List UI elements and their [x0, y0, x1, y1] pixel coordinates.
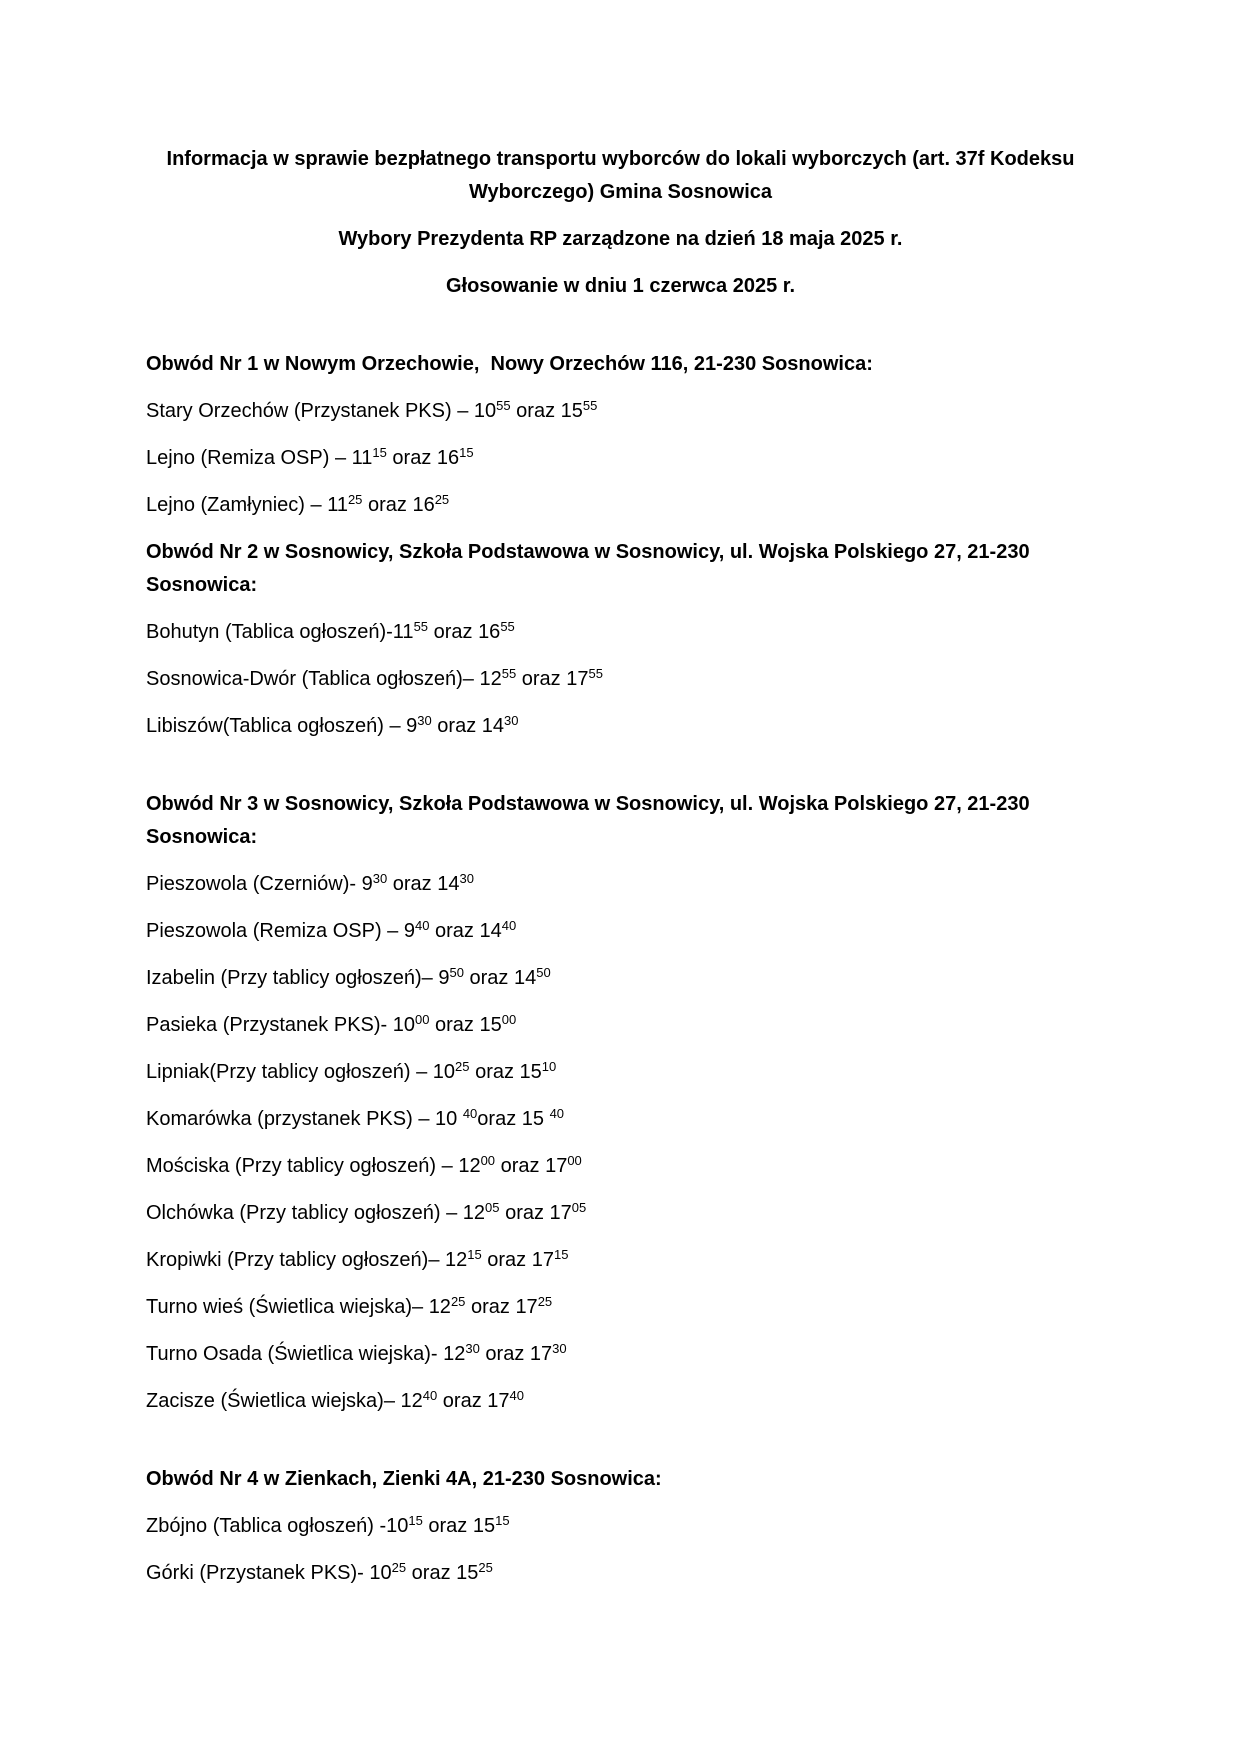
departure-time-1: 10 — [392, 1014, 415, 1036]
stop-schedule-line — [146, 395, 1106, 428]
departure-time-1-minutes: 25 — [455, 1059, 470, 1074]
stop-label: Górki (Przystanek PKS)- — [146, 1562, 370, 1584]
stop-schedule-line — [146, 663, 1106, 696]
departure-time-1-minutes: 40 — [462, 1106, 478, 1121]
stop-label: Lejno (Remiza OSP) – — [146, 447, 352, 469]
departure-time-1-minutes: 30 — [372, 871, 388, 886]
departure-time-2: 15 — [456, 1562, 479, 1584]
departure-time-2-minutes: 15 — [495, 1513, 510, 1528]
departure-time-2: 15 — [472, 1515, 496, 1537]
departure-time-1: 10 — [369, 1562, 392, 1584]
oraz-text: oraz — [499, 1202, 550, 1224]
stop-schedule-line — [146, 915, 1106, 948]
departure-time-1: 12 — [462, 1202, 486, 1224]
precinct-heading-line: Obwód Nr 1 w Nowym Orzechowie, Nowy Orzechów 116, 21-230 Sosnowica: — [146, 353, 873, 375]
oraz-text: oraz — [422, 1515, 473, 1537]
oraz-text: oraz — [510, 400, 561, 422]
precinct-heading-line: Obwód Nr 4 w Zienkach, Zienki 4A, 21-230 Sosnowica: — [146, 1468, 662, 1490]
precinct-section — [146, 1463, 1106, 1590]
departure-time-2: 17 — [545, 1155, 568, 1177]
departure-time-2-minutes: 55 — [582, 398, 598, 413]
oraz-text: oraz — [495, 1155, 546, 1177]
oraz-text: oraz — [406, 1562, 457, 1584]
departure-time-2: 16 — [478, 621, 501, 643]
departure-time-1: 9 — [403, 920, 415, 942]
stop-label: Kropiwki (Przy tablicy ogłoszeń)– — [146, 1249, 445, 1271]
departure-time-2: 14 — [437, 873, 460, 895]
departure-time-1: 9 — [361, 873, 373, 895]
oraz-text: oraz — [431, 715, 482, 737]
precinct-section — [146, 348, 1106, 522]
departure-time-2: 17 — [566, 668, 589, 690]
oraz-text: oraz — [362, 494, 413, 516]
departure-time-1-minutes: 30 — [417, 713, 432, 728]
departure-time-1: 10 — [432, 1061, 456, 1083]
departure-time-1: 11 — [351, 447, 373, 469]
departure-time-1: 12 — [400, 1390, 423, 1412]
departure-time-2: 15 — [560, 400, 583, 422]
oraz-text: oraz — [387, 873, 438, 895]
departure-time-1-minutes: 15 — [408, 1513, 423, 1528]
departure-time-2: 17 — [531, 1249, 554, 1271]
stop-label: Izabelin (Przy tablicy ogłoszeń)– — [146, 967, 439, 989]
departure-time-1-minutes: 55 — [496, 398, 511, 413]
stop-label: Zbójno (Tablica ogłoszeń) - — [146, 1515, 387, 1537]
stop-label: Olchówka (Przy tablicy ogłoszeń) – — [146, 1202, 463, 1224]
departure-time-2: 15 — [479, 1014, 502, 1036]
departure-time-1-minutes: 00 — [415, 1012, 430, 1027]
precinct-sections — [146, 348, 1106, 1590]
precinct-heading-line: Sosnowica: — [146, 826, 258, 848]
stop-schedule-line — [146, 489, 1106, 522]
departure-time-2-minutes: 10 — [541, 1059, 557, 1074]
departure-time-1-minutes: 15 — [372, 445, 387, 460]
departure-time-1-minutes: 30 — [465, 1341, 480, 1356]
departure-time-2: 15 — [521, 1108, 550, 1130]
stop-label: Lipniak(Przy tablicy ogłoszeń) – — [146, 1061, 433, 1083]
departure-time-1-minutes: 40 — [422, 1388, 438, 1403]
oraz-text: oraz — [516, 668, 567, 690]
stop-label: Stary Orzechów (Przystanek PKS) – — [146, 400, 474, 422]
departure-time-1: 10 — [435, 1108, 463, 1130]
departure-time-2-minutes: 55 — [500, 619, 515, 634]
oraz-text: oraz — [465, 1296, 516, 1318]
departure-time-2-minutes: 50 — [536, 965, 551, 980]
stop-schedule-list — [146, 395, 1106, 522]
oraz-text: oraz — [463, 967, 514, 989]
stop-schedule-line — [146, 1009, 1106, 1042]
departure-time-2: 15 — [519, 1061, 542, 1083]
document-header — [0, 143, 1241, 303]
departure-time-2-minutes: 25 — [537, 1294, 553, 1309]
departure-time-1-minutes: 50 — [449, 965, 464, 980]
oraz-text: oraz — [386, 447, 437, 469]
stop-schedule-line — [146, 1197, 1106, 1230]
departure-time-2: 14 — [513, 967, 537, 989]
stop-schedule-line — [146, 1385, 1106, 1418]
stop-label: Pasieka (Przystanek PKS)- — [146, 1014, 393, 1036]
departure-time-2-minutes: 15 — [554, 1247, 569, 1262]
departure-time-1: 12 — [479, 668, 502, 690]
departure-time-2-minutes: 00 — [501, 1012, 517, 1027]
departure-time-1: 9 — [438, 967, 450, 989]
departure-time-2-minutes: 15 — [459, 445, 474, 460]
precinct-heading-line: Sosnowica: — [146, 574, 258, 596]
departure-time-1-minutes: 55 — [413, 619, 429, 634]
departure-time-1-minutes: 25 — [450, 1294, 466, 1309]
stop-schedule-line — [146, 1244, 1106, 1277]
departure-time-1: 12 — [458, 1155, 481, 1177]
stop-schedule-line — [146, 1510, 1106, 1543]
stop-label: Zacisze (Świetlica wiejska)– — [146, 1390, 401, 1412]
departure-time-2: 16 — [436, 447, 460, 469]
stop-schedule-list — [146, 1510, 1106, 1590]
precinct-heading — [146, 348, 1106, 381]
departure-time-2: 14 — [479, 920, 502, 942]
stop-label: Turno wieś (Świetlica wiejska)– — [146, 1296, 429, 1318]
precinct-heading — [146, 788, 1106, 854]
departure-time-1-minutes: 25 — [391, 1560, 407, 1575]
stop-label: Turno Osada (Świetlica wiejska)- — [146, 1343, 444, 1365]
stop-schedule-line — [146, 1150, 1106, 1183]
stop-schedule-line — [146, 1291, 1106, 1324]
oraz-text: oraz — [428, 621, 479, 643]
stop-label: Bohutyn (Tablica ogłoszeń)- — [146, 621, 393, 643]
departure-time-1-minutes: 05 — [485, 1200, 500, 1215]
stop-label: Komarówka (przystanek PKS) – — [146, 1108, 435, 1130]
precinct-heading — [146, 536, 1106, 602]
stop-schedule-line — [146, 616, 1106, 649]
departure-time-2-minutes: 25 — [478, 1560, 493, 1575]
departure-time-2-minutes: 30 — [552, 1341, 567, 1356]
page-title — [0, 143, 1241, 209]
oraz-text: oraz — [481, 1249, 532, 1271]
oraz-text: oraz — [469, 1061, 520, 1083]
precinct-heading-line: Obwód Nr 3 w Sosnowicy, Szkoła Podstawowa w Sosnowicy, ul. Wojska Polskiego 27, 21-230 — [146, 793, 1030, 815]
departure-time-1-minutes: 55 — [501, 666, 517, 681]
election-date-line: Wybory Prezydenta RP zarządzone na dzień 18 maja 2025 r. — [338, 228, 903, 250]
stop-schedule-list — [146, 868, 1106, 1418]
stop-schedule-list — [146, 616, 1106, 743]
page-title-line-1: Informacja w sprawie bezpłatnego transportu wyborców do lokali wyborczych (art. 37f Kodeksu — [166, 148, 1075, 170]
departure-time-2-minutes: 30 — [504, 713, 519, 728]
stop-schedule-line — [146, 1338, 1106, 1371]
departure-time-1: 10 — [386, 1515, 409, 1537]
oraz-text: oraz — [429, 920, 480, 942]
precinct-section — [146, 536, 1106, 743]
departure-time-2-minutes: 00 — [567, 1153, 582, 1168]
stop-schedule-line — [146, 1557, 1106, 1590]
oraz-text: oraz — [477, 1108, 522, 1130]
departure-time-2-minutes: 40 — [509, 1388, 524, 1403]
departure-time-2: 17 — [487, 1390, 510, 1412]
precinct-heading-line: Obwód Nr 2 w Sosnowicy, Szkoła Podstawowa w Sosnowicy, ul. Wojska Polskiego 27, 21-230 — [146, 541, 1030, 563]
departure-time-1-minutes: 40 — [415, 918, 430, 933]
precinct-heading — [146, 1463, 1106, 1496]
departure-time-2: 14 — [481, 715, 505, 737]
departure-time-2-minutes: 30 — [459, 871, 474, 886]
stop-schedule-line — [146, 962, 1106, 995]
stop-label: Pieszowola (Remiza OSP) – — [146, 920, 404, 942]
oraz-text: oraz — [437, 1390, 488, 1412]
stop-schedule-line — [146, 442, 1106, 475]
voting-date-line: Głosowanie w dniu 1 czerwca 2025 r. — [445, 275, 796, 297]
page-title-line-2: Wyborczego) Gmina Sosnowica — [468, 181, 773, 203]
stop-schedule-line — [146, 868, 1106, 901]
stop-schedule-line — [146, 710, 1106, 743]
departure-time-1: 12 — [445, 1249, 468, 1271]
departure-time-1: 12 — [443, 1343, 466, 1365]
departure-time-1: 10 — [473, 400, 497, 422]
precinct-section — [146, 788, 1106, 1418]
departure-time-1-minutes: 25 — [347, 492, 363, 507]
departure-time-1-minutes: 15 — [467, 1247, 482, 1262]
departure-time-2-minutes: 40 — [549, 1106, 565, 1121]
departure-time-2-minutes: 55 — [588, 666, 603, 681]
departure-time-2: 17 — [529, 1343, 553, 1365]
stop-schedule-line — [146, 1103, 1106, 1136]
stop-label: Mościska (Przy tablicy ogłoszeń) – — [146, 1155, 459, 1177]
departure-time-2: 16 — [412, 494, 435, 516]
departure-time-2-minutes: 25 — [434, 492, 450, 507]
departure-time-2-minutes: 05 — [571, 1200, 587, 1215]
oraz-text: oraz — [479, 1343, 530, 1365]
stop-label: Lejno (Zamłyniec) – — [146, 494, 328, 516]
departure-time-2-minutes: 40 — [501, 918, 517, 933]
departure-time-2: 17 — [515, 1296, 538, 1318]
oraz-text: oraz — [429, 1014, 480, 1036]
departure-time-1: 12 — [428, 1296, 451, 1318]
stop-schedule-line — [146, 1056, 1106, 1089]
stop-label: Libiszów(Tablica ogłoszeń) – — [146, 715, 407, 737]
departure-time-1: 11 — [327, 494, 348, 516]
departure-time-1: 9 — [406, 715, 418, 737]
stop-label: Sosnowica-Dwór (Tablica ogłoszeń)– — [146, 668, 480, 690]
stop-label: Pieszowola (Czerniów)- — [146, 873, 362, 895]
departure-time-1: 11 — [392, 621, 414, 643]
departure-time-2: 17 — [549, 1202, 572, 1224]
departure-time-1-minutes: 00 — [480, 1153, 496, 1168]
